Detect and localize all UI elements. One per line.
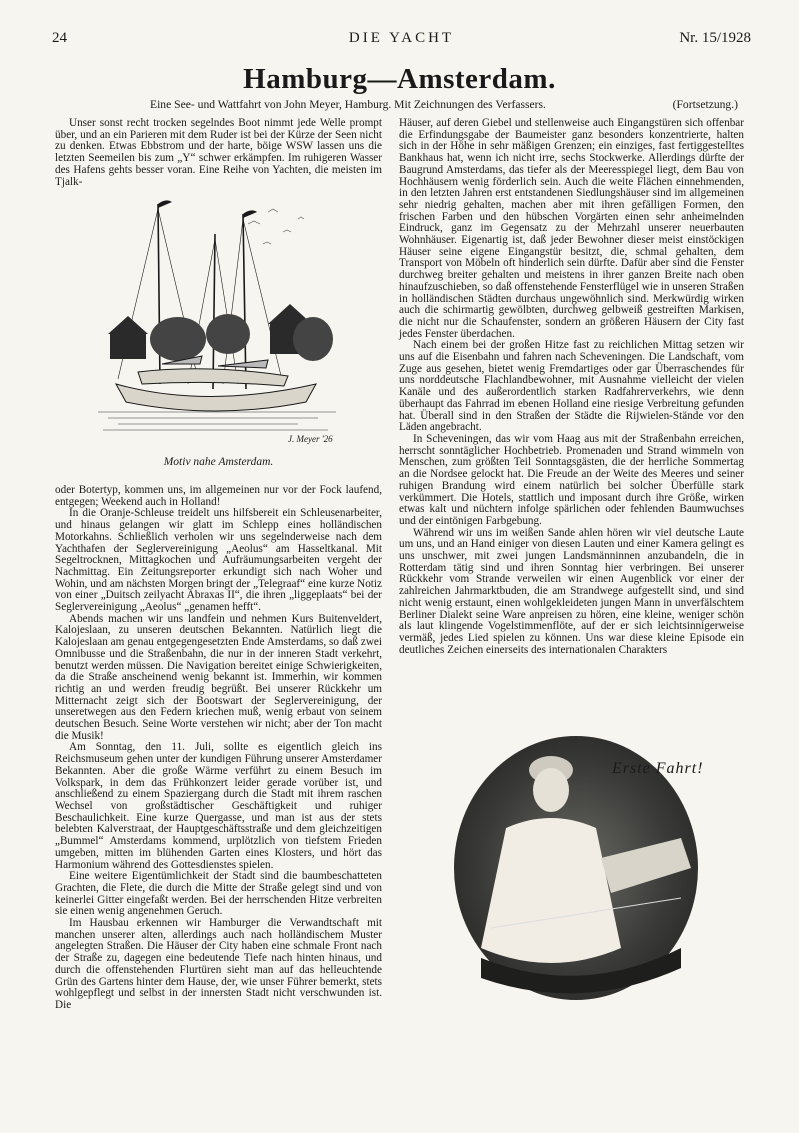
- paragraph: In Scheveningen, das wir vom Haag aus mit der Straßenbahn erreichen, herrscht sonntäglicher Hochbetrieb. Promenaden und Strand wimmeln von Menschen, zum größten Teil Sonntagsgästen, die der herrliche Sommertag an die Nordsee gelockt hat. Die Freude an der Weite des Meeres und seiner ruhigen Brandung wird einem natürlich bei solcher Überfülle stark verkümmert. Die Hotels, stattlich und imposant durch ihre Größe, wirken etwas kalt und nüchtern infolge spärlichen oder fehlenden Baumwuchses und der eintönigen Farbgebung.: [399, 432, 744, 527]
- illustration-sailboats: [98, 184, 336, 449]
- paragraph: Nach einem bei der großen Hitze fast zu reichlichen Mittag setzen wir uns auf die Eisenbahn und fahren nach Scheveningen. Die Landschaft, vom Zuge aus gesehen, bietet wenig Fremdartiges oder gar Überraschendes für uns norddeutsche Flachlandbewohner, mit Ausnahme vielleicht der vielen Kanäle und des außerordentlich starken Radfahrerverkehrs, wie denn überhaupt das Fahrrad im ebenen Holland eine riesige Verbreitung gefunden hat. Überall sind in den Straßen der Städte die Rijwielen-Stände vor den Läden angebracht.: [399, 339, 744, 434]
- paragraph: Abends machen wir uns landfein und nehmen Kurs Buitenveldert, Kalojeslaan, zu unseren deutschen Bekannten. Natürlich liegt die Kalojeslaan am genau entgegengesetzten Ende Amsterdams, so daß zwei Omnibusse und die Straßenbahn, die nur in der inneren Stadt verkehrt, benutzt werden müssen. Die Navigation bereitet einige Schwierigkeiten, da die Straße anscheinend wenig bekannt ist. Immerhin, wir kommen richtig an und werden freudig begrüßt. Bei unserer Rückkehr um Mitternacht zeigt sich der Bootswart der Seglervereinigung, der unseretwegen aus den Federn kriechen muß, wenig erbaut von seinem deutschen Besuch. Seine Worte verstehen wir nicht; aber der Ton macht die Musik!: [55, 612, 382, 742]
- paragraph: Häuser, auf deren Giebel und stellenweise auch Eingangstüren sich offenbar die Erfindungsgabe der Baumeister ganz besonders konzentrierte, halten sich in der Höhe in sehr mäßigen Grenzen; ein einziges, fast fertiggestelltes Bankhaus hat, wenn ich nicht irre, sechs Stockwerke. Allerdings dürfte der Baugrund Amsterdams, das tiefer als der Meeresspiegel liegt, dem Bau von Hochhäusern wenig förderlich sein. Auch die weite Flächen einnehmenden, in den letzten Jahren erst entstandenen Siedlungshäuser sind im allgemeinen sehr niedrig gehalten, machen aber mit ihren gefälligen Formen, den frischen Farben und den hübschen Vorgärten einen sehr anheimelnden Eindruck, ganz im Gegensatz zu der Mehrzahl unserer neuerbauten Wohnhäuser. Eigenartig ist, daß jeder Bewohner dieser meist einstöckigen Häuser seine eigene Eingangstür besitzt, die, schmal gehalten, dem Transport von Möbeln oft hinderlich sein dürfte. Dafür aber sind die Fenster durchweg breiter gehalten und meistens in ihrer ganzen Breite nach oben hinaufzuschieben, so daß offenstehende Fensterflügel wie in unseren Straßen in holländischen Städten durchaus ungewöhnlich sind. Merkwürdig wirken auch die schirmartig gewölbten, durchweg gelbweiß gestreiften Markisen, die nicht nur die Schaufenster, sondern an größeren Häusern der City fast jedes Fenster überdachen.: [399, 117, 744, 340]
- illustration-caption: Motiv nahe Amsterdam.: [163, 456, 274, 468]
- paragraph: Eine weitere Eigentümlichkeit der Stadt sind die baumbeschatteten Grachten, die Flete, die durch die Mitte der Straße gelegt sind und von keinerlei Gitter eingefaßt werden. Bei der herrschenden Hitze verbreiten sie einen wenig angenehmen Geruch.: [55, 870, 382, 918]
- illustration-signature: J. Meyer '26: [288, 434, 333, 444]
- paragraph: Am Sonntag, den 11. Juli, sollte es eigentlich gleich ins Reichsmuseum gehen unter der kundigen Führung unserer Amsterdamer Bekannten. Aber die große Wärme verführt zu einem Besuch im Volkspark, in dem das Frühkonzert leider gerade vorüber ist, und anschließend zu einem Spaziergang durch die Stadt mit ihrem raschen Wechsel von großstädtischer Geschäftigkeit und ruhiger Beschaulichkeit. Eine kurze Quergasse, und man ist aus der stets belebten Kalverstraat, der Hauptgeschäftsstraße und dem gleichzeitigen „Bummel“ Amsterdams kommend, urplötzlich von tiefstem Frieden umgeben, mitten im blühenden Garten eines Klosters, und hört das Harmonium während des Gottesdienstes spielen.: [55, 741, 382, 871]
- paragraph: oder Botertyp, kommen uns, im allgemeinen nur vor der Fock laufend, entgegen; Weekend auch in Holland!: [55, 484, 382, 508]
- article-title: Hamburg—Amsterdam.: [243, 63, 556, 95]
- column-left-bottom: [55, 485, 382, 1012]
- photo-caption: Erste Fahrt!: [612, 760, 704, 777]
- column-right: [399, 118, 744, 656]
- column-left-top: [55, 118, 382, 188]
- issue-number: Nr. 15/1928: [679, 30, 751, 46]
- page-number: 24: [52, 30, 67, 46]
- article-byline: Eine See- und Wattfahrt von John Meyer, Hamburg. Mit Zeichnungen des Verfassers.: [150, 98, 546, 111]
- journal-title: DIE YACHT: [348, 30, 455, 46]
- article-subtitle: [150, 98, 738, 111]
- paragraph: In die Oranje-Schleuse treidelt uns hilfsbereit ein Schleusenarbeiter, und hinaus gelangen wir glatt im Schlepp eines holländischen Motorkahns. Schließlich verholen wir uns segelnderweise nach dem Yachthafen der Seglervereinigung „Aeolus“ am Hasseltkanal. Mit Segeltrocknen, Mittagkochen und Aufräumungsarbeiten vergeht der Nachmittag. Ein Zeitungsreporter erkundigt sich nach Woher und Wohin, und am nächsten Morgen bringt der „Telegraaf“ eine kurze Notiz von einer „Duitsch zeilyacht Abraxas II“, die ihren „liggeplaats“ bei der Seglervereinigung „Aeolus“ „genamen hefft“.: [55, 507, 382, 614]
- paragraph: Im Hausbau erkennen wir Hamburger die Verwandtschaft mit manchen unserer alten, allerdings auch nach holländischem Muster angelegten Straßen. Die Häuser der City haben eine schmale Front nach der Straße zu, dagegen eine bedeutende Tiefe nach hinten hinaus, und durch die offenstehenden Flurtüren sieht man auf das helleuchtende Grün des Gartens hinter dem Hause, der, wie unser Führer bemerkt, stets wohlgepflegt und selbst in der innersten Stadt nicht verschwunden ist. Die: [55, 917, 382, 1011]
- paragraph: Unser sonst recht trocken segelndes Boot nimmt jede Welle prompt über, und an ein Parieren mit dem Ruder ist bei der Kürze der Seen nicht zu denken. Etwas Ebbstrom und der harte, böige WSW lassen uns die letzten Seemeilen bis zum „Y“ schwer erkämpfen. Im ruhigeren Wasser des Hafens gehts besser voran. Eine Reihe von Yachten, die meisten im Tjalk-: [55, 117, 382, 188]
- continuation-note: (Fortsetzung.): [672, 98, 738, 111]
- running-head: [52, 30, 751, 48]
- paragraph: Während wir uns im weißen Sande ahlen hören wir viel deutsche Laute um uns, und an Hand einiger von diesen Lauten und einer Kamera gelingt es uns unschwer, mit zwei jungen Landsmänninnen anzubandeln, die in Rotterdam tätig sind und ihren Sonntag hier verbringen. Bei unserer Rückkehr vom Strande verweilen wir einen Augenblick vor einer der zahlreichen Jahrmarktbuden, die am Strandwege aufgestellt sind, und sind nicht wenig erstaunt, einen wohlgekleideten jungen Mann in unverfälschtem Berliner Dialekt seine Ware anpreisen zu hören, eine kleine, weniger schön als laut klingende Vogelstimmenflöte, auf der er sich leichtsinnigerweise vermäß, jedes Lied spielen zu können. Uns war diese kleine Episode ein deutliches Zeichen einerseits des internationalen Charakters: [399, 526, 744, 656]
